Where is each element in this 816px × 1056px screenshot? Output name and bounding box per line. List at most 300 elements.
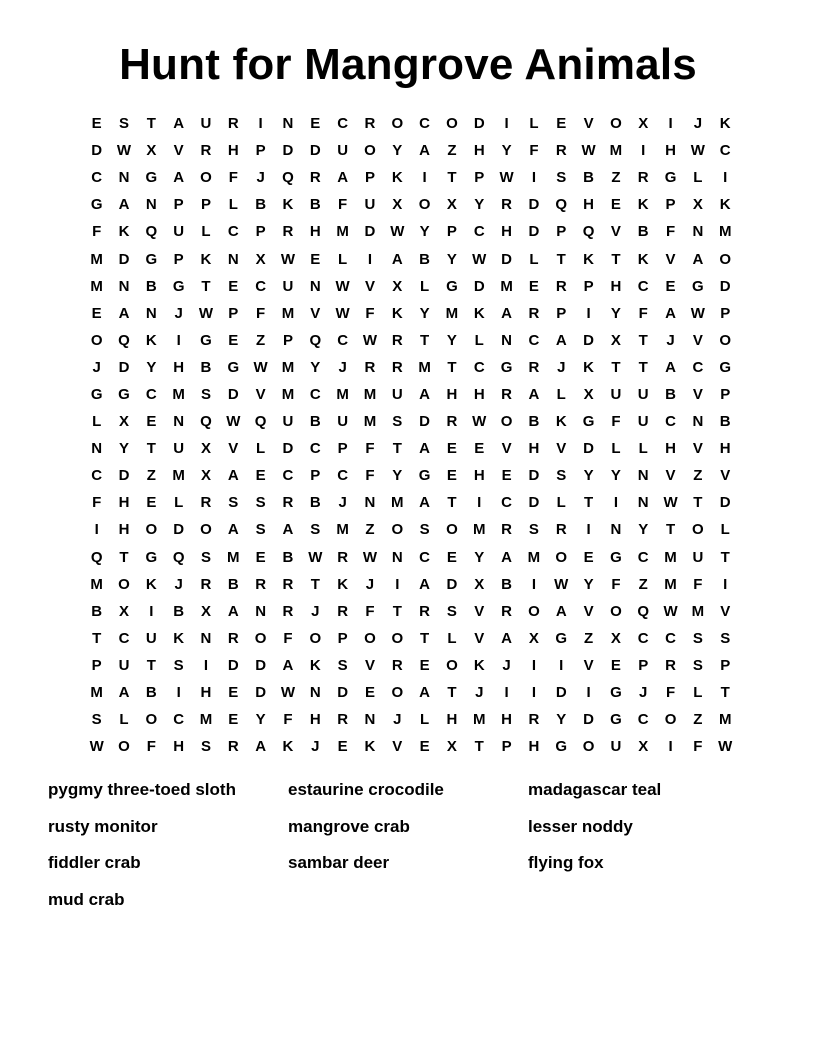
grid-letter: J <box>338 358 347 376</box>
grid-letter: O <box>418 196 431 214</box>
grid-letter: P <box>501 738 512 756</box>
grid-letter: X <box>638 115 649 133</box>
grid-letter: E <box>337 738 348 756</box>
grid-row <box>83 516 739 543</box>
grid-letter: R <box>555 142 567 160</box>
grid-letter: K <box>173 629 185 647</box>
grid-letter: C <box>637 711 649 729</box>
grid-letter: A <box>419 494 431 512</box>
grid-letter: O <box>145 711 158 729</box>
grid-letter: J <box>174 575 183 593</box>
grid-letter: P <box>556 223 567 241</box>
grid-letter: D <box>528 223 540 241</box>
grid-letter: E <box>501 467 512 485</box>
grid-letter: K <box>555 413 567 431</box>
grid-letter: K <box>337 575 349 593</box>
grid-letter: P <box>173 250 184 268</box>
grid-letter: O <box>446 115 458 133</box>
grid-letter: A <box>419 440 431 458</box>
grid-letter: N <box>309 684 321 702</box>
grid-letter: S <box>337 656 348 674</box>
grid-row <box>83 706 739 733</box>
grid-letter: B <box>309 494 321 512</box>
grid-letter: X <box>528 629 539 647</box>
grid-letter: M <box>391 494 404 512</box>
grid-letter: V <box>556 440 567 458</box>
grid-letter: S <box>392 413 403 431</box>
grid-letter: A <box>282 521 294 539</box>
grid-letter: L <box>556 494 566 512</box>
grid-letter: T <box>447 494 457 512</box>
grid-letter: U <box>145 629 157 647</box>
grid-letter: S <box>446 602 457 620</box>
grid-letter: C <box>91 169 103 187</box>
word-list-item: mud crab <box>48 889 125 909</box>
grid-letter: W <box>472 413 487 431</box>
grid-letter: V <box>228 440 239 458</box>
grid-letter: H <box>610 277 622 295</box>
grid-letter: T <box>420 331 430 349</box>
grid-letter: D <box>309 142 321 160</box>
grid-letter: A <box>692 250 704 268</box>
grid-letter: D <box>719 277 731 295</box>
grid-letter: D <box>446 575 458 593</box>
grid-letter: N <box>227 250 239 268</box>
grid-letter: B <box>255 196 267 214</box>
grid-letter: L <box>529 115 539 133</box>
grid-letter: L <box>638 440 648 458</box>
grid-letter: K <box>282 196 294 214</box>
grid-letter: F <box>228 169 238 187</box>
grid-row <box>83 354 739 381</box>
grid-letter: G <box>446 277 458 295</box>
grid-letter: B <box>583 169 594 187</box>
grid-letter: P <box>720 385 731 403</box>
grid-letter: F <box>665 223 676 241</box>
grid-letter: F <box>92 494 102 512</box>
grid-letter: D <box>227 385 239 403</box>
grid-letter: H <box>173 358 185 376</box>
grid-letter: R <box>200 142 212 160</box>
grid-letter: J <box>338 494 347 512</box>
grid-letter: O <box>719 331 732 349</box>
grid-letter: C <box>665 413 676 431</box>
grid-letter: K <box>200 250 212 268</box>
grid-letter: F <box>365 602 375 620</box>
grid-letter: A <box>555 602 567 620</box>
grid-letter: F <box>529 142 539 160</box>
grid-letter: X <box>146 142 157 160</box>
grid-letter: A <box>282 656 294 674</box>
grid-letter: V <box>474 629 485 647</box>
grid-letter: O <box>446 656 458 674</box>
grid-letter: X <box>200 440 211 458</box>
grid-letter: U <box>692 548 704 566</box>
grid-letter: O <box>364 629 376 647</box>
grid-letter: G <box>227 358 240 376</box>
grid-letter: K <box>583 250 594 268</box>
grid-letter: A <box>391 250 403 268</box>
grid-letter: R <box>282 223 294 241</box>
grid-letter: I <box>176 331 181 349</box>
grid-letter: O <box>118 575 130 593</box>
grid-letter: C <box>337 467 349 485</box>
grid-letter: Y <box>255 711 266 729</box>
grid-letter: Y <box>474 196 485 214</box>
grid-letter: N <box>282 115 294 133</box>
grid-letter: X <box>392 196 403 214</box>
grid-letter: D <box>282 142 294 160</box>
grid-letter: Y <box>638 521 649 539</box>
grid-letter: N <box>173 413 185 431</box>
grid-letter: I <box>531 684 536 702</box>
grid-letter: M <box>500 277 513 295</box>
grid-letter: M <box>445 304 459 322</box>
grid-row <box>83 408 739 435</box>
grid-letter: Q <box>254 413 267 431</box>
grid-letter: M <box>418 358 431 376</box>
grid-letter: I <box>668 738 673 756</box>
grid-letter: O <box>391 629 404 647</box>
grid-letter: R <box>501 196 512 214</box>
grid-row <box>83 571 739 598</box>
grid-letter: D <box>583 331 594 349</box>
grid-letter: F <box>611 575 621 593</box>
grid-letter: D <box>528 494 540 512</box>
grid-letter: G <box>145 169 158 187</box>
grid-letter: H <box>227 142 239 160</box>
grid-letter: L <box>693 169 703 187</box>
grid-letter: J <box>639 684 648 702</box>
grid-letter: R <box>200 494 212 512</box>
grid-letter: I <box>531 575 536 593</box>
grid-letter: O <box>391 115 404 133</box>
grid-letter: D <box>91 142 103 160</box>
grid-letter: C <box>473 358 485 376</box>
grid-letter: T <box>638 358 648 376</box>
grid-letter: C <box>309 385 321 403</box>
grid-letter: O <box>391 684 404 702</box>
grid-letter: N <box>364 494 376 512</box>
grid-letter: A <box>419 684 431 702</box>
grid-letter: O <box>664 711 677 729</box>
grid-letter: T <box>638 331 648 349</box>
grid-letter: U <box>200 115 212 133</box>
grid-letter: Q <box>555 196 568 214</box>
grid-letter: T <box>720 684 730 702</box>
grid-letter: S <box>692 656 703 674</box>
grid-letter: O <box>610 602 622 620</box>
grid-letter: T <box>665 521 676 539</box>
word-list-item: lesser noddy <box>528 816 633 836</box>
grid-letter: H <box>501 223 512 241</box>
grid-letter: A <box>665 358 676 376</box>
grid-letter: G <box>500 358 513 376</box>
grid-letter: X <box>200 467 211 485</box>
grid-letter: R <box>446 413 458 431</box>
grid-letter: D <box>583 440 594 458</box>
grid-letter: W <box>581 142 596 160</box>
grid-letter: K <box>282 738 294 756</box>
grid-letter: V <box>692 385 703 403</box>
grid-letter: I <box>422 169 427 187</box>
grid-letter: Z <box>583 629 594 647</box>
grid-letter: R <box>282 575 294 593</box>
grid-letter: D <box>528 467 540 485</box>
grid-letter: R <box>282 494 294 512</box>
grid-letter: K <box>364 738 376 756</box>
grid-letter: A <box>118 196 130 214</box>
grid-letter: Z <box>256 331 266 349</box>
grid-letter: E <box>610 196 621 214</box>
grid-letter: A <box>227 602 239 620</box>
grid-letter: N <box>391 548 403 566</box>
grid-letter: I <box>668 115 673 133</box>
grid-letter: E <box>446 467 457 485</box>
grid-letter: I <box>586 521 591 539</box>
grid-letter: P <box>638 656 649 674</box>
grid-row <box>83 733 739 760</box>
grid-letter: C <box>719 142 731 160</box>
grid-letter: X <box>118 413 129 431</box>
grid-letter: B <box>200 358 212 376</box>
grid-letter: M <box>363 385 377 403</box>
grid-letter: M <box>90 684 103 702</box>
grid-letter: T <box>420 629 430 647</box>
grid-letter: I <box>94 521 99 539</box>
grid-row <box>83 381 739 408</box>
grid-letter: P <box>337 629 348 647</box>
grid-letter: C <box>282 467 294 485</box>
grid-letter: B <box>719 413 731 431</box>
grid-letter: A <box>419 142 431 160</box>
grid-letter: W <box>663 494 678 512</box>
grid-letter: K <box>719 196 731 214</box>
grid-letter: A <box>501 548 512 566</box>
grid-letter: E <box>528 277 539 295</box>
grid-letter: P <box>583 277 594 295</box>
grid-letter: N <box>118 169 130 187</box>
grid-letter: L <box>474 331 484 349</box>
grid-letter: M <box>718 223 732 241</box>
grid-letter: T <box>392 602 402 620</box>
grid-letter: A <box>118 304 130 322</box>
grid-letter: U <box>282 277 294 295</box>
grid-letter: S <box>173 656 184 674</box>
grid-letter: H <box>118 494 130 512</box>
grid-letter: O <box>555 548 568 566</box>
grid-letter: G <box>145 548 158 566</box>
grid-letter: C <box>637 629 649 647</box>
grid-letter: I <box>504 684 509 702</box>
grid-letter: M <box>172 385 185 403</box>
grid-letter: R <box>528 711 540 729</box>
grid-letter: D <box>282 440 294 458</box>
grid-letter: L <box>119 711 129 729</box>
grid-letter: S <box>528 521 539 539</box>
grid-letter: V <box>692 440 703 458</box>
grid-letter: M <box>199 711 213 729</box>
grid-letter: E <box>446 440 457 458</box>
grid-letter: U <box>610 738 622 756</box>
grid-letter: H <box>173 738 185 756</box>
grid-letter: B <box>173 602 185 620</box>
grid-letter: W <box>390 223 405 241</box>
grid-letter: P <box>337 440 348 458</box>
grid-letter: F <box>693 575 703 593</box>
grid-letter: Y <box>146 358 157 376</box>
grid-letter: R <box>501 602 512 620</box>
grid-letter: X <box>583 385 594 403</box>
grid-letter: V <box>610 223 621 241</box>
grid-letter: O <box>500 413 513 431</box>
grid-letter: D <box>501 250 512 268</box>
grid-letter: X <box>255 250 266 268</box>
grid-letter: M <box>90 575 103 593</box>
grid-letter: C <box>637 277 649 295</box>
grid-letter: C <box>227 223 239 241</box>
grid-letter: D <box>227 656 239 674</box>
grid-letter: E <box>583 548 594 566</box>
grid-letter: U <box>173 440 185 458</box>
grid-letter: V <box>310 304 321 322</box>
grid-letter: I <box>367 250 373 268</box>
grid-letter: R <box>391 358 403 376</box>
grid-letter: N <box>501 331 512 349</box>
grid-letter: Q <box>637 602 650 620</box>
grid-letter: G <box>610 548 622 566</box>
grid-letter: G <box>118 385 130 403</box>
grid-letter: I <box>176 684 181 702</box>
grid-letter: S <box>310 521 321 539</box>
grid-letter: S <box>556 467 567 485</box>
grid-letter: O <box>719 250 732 268</box>
grid-letter: G <box>145 250 158 268</box>
grid-letter: S <box>720 629 731 647</box>
grid-letter: V <box>501 440 512 458</box>
grid-letter: Q <box>118 331 130 349</box>
grid-letter: V <box>255 385 266 403</box>
grid-letter: K <box>391 169 403 187</box>
grid-letter: G <box>582 413 595 431</box>
grid-letter: G <box>664 169 677 187</box>
grid-letter: V <box>583 115 594 133</box>
grid-letter: W <box>280 250 296 268</box>
grid-letter: F <box>283 711 293 729</box>
grid-letter: D <box>528 196 540 214</box>
grid-letter: I <box>641 142 646 160</box>
grid-letter: A <box>227 521 239 539</box>
grid-letter: D <box>118 467 130 485</box>
grid-letter: F <box>693 738 703 756</box>
grid-letter: V <box>392 738 403 756</box>
grid-letter: F <box>611 413 621 431</box>
grid-letter: I <box>559 656 564 674</box>
grid-letter: B <box>637 223 649 241</box>
grid-letter: D <box>118 250 130 268</box>
grid-letter: T <box>447 358 457 376</box>
grid-letter: W <box>226 413 241 431</box>
grid-letter: M <box>473 521 486 539</box>
grid-row <box>83 652 739 679</box>
grid-letter: L <box>256 440 266 458</box>
grid-letter: U <box>337 413 349 431</box>
grid-letter: T <box>611 358 621 376</box>
grid-letter: L <box>201 223 211 241</box>
grid-letter: H <box>200 684 212 702</box>
grid-row <box>83 137 739 164</box>
grid-letter: Y <box>392 142 403 160</box>
grid-letter: D <box>419 413 431 431</box>
grid-letter: E <box>556 115 567 133</box>
grid-letter: B <box>309 196 321 214</box>
grid-letter: I <box>149 602 154 620</box>
grid-letter: J <box>256 169 265 187</box>
grid-letter: Y <box>610 304 621 322</box>
grid-letter: R <box>337 548 349 566</box>
grid-letter: H <box>665 142 676 160</box>
grid-letter: O <box>582 738 595 756</box>
grid-letter: R <box>337 602 349 620</box>
grid-letter: U <box>173 223 185 241</box>
grid-letter: L <box>720 521 730 539</box>
grid-letter: N <box>637 494 649 512</box>
grid-letter: M <box>664 548 677 566</box>
grid-letter: V <box>720 467 731 485</box>
grid-letter: H <box>665 440 676 458</box>
grid-letter: G <box>555 738 568 756</box>
grid-letter: G <box>610 684 622 702</box>
grid-letter: N <box>91 440 103 458</box>
grid-letter: F <box>365 440 375 458</box>
grid-letter: U <box>637 385 649 403</box>
grid-letter: B <box>145 277 157 295</box>
grid-letter: K <box>637 250 649 268</box>
grid-letter: C <box>118 629 130 647</box>
grid-letter: H <box>583 196 594 214</box>
grid-letter: C <box>528 331 540 349</box>
grid-letter: D <box>555 684 567 702</box>
grid-letter: H <box>528 440 540 458</box>
grid-letter: B <box>282 548 294 566</box>
grid-letter: C <box>255 277 267 295</box>
grid-letter: Q <box>145 223 158 241</box>
grid-letter: L <box>447 629 457 647</box>
grid-letter: F <box>256 304 266 322</box>
grid-letter: P <box>282 331 293 349</box>
grid-letter: S <box>556 169 567 187</box>
grid-letter: U <box>364 196 376 214</box>
grid-letter: V <box>665 467 676 485</box>
grid-letter: C <box>337 115 349 133</box>
grid-letter: U <box>637 413 649 431</box>
grid-letter: E <box>255 467 266 485</box>
grid-row <box>83 625 739 652</box>
grid-letter: J <box>393 711 402 729</box>
grid-letter: S <box>419 521 430 539</box>
grid-row <box>83 273 739 300</box>
grid-letter: P <box>364 169 375 187</box>
grid-letter: P <box>556 304 567 322</box>
grid-row <box>83 191 739 218</box>
grid-letter: R <box>337 711 349 729</box>
grid-letter: V <box>692 331 703 349</box>
grid-letter: F <box>365 304 375 322</box>
grid-letter: R <box>200 575 212 593</box>
grid-letter: D <box>173 521 185 539</box>
grid-letter: C <box>473 223 485 241</box>
grid-letter: P <box>200 196 211 214</box>
